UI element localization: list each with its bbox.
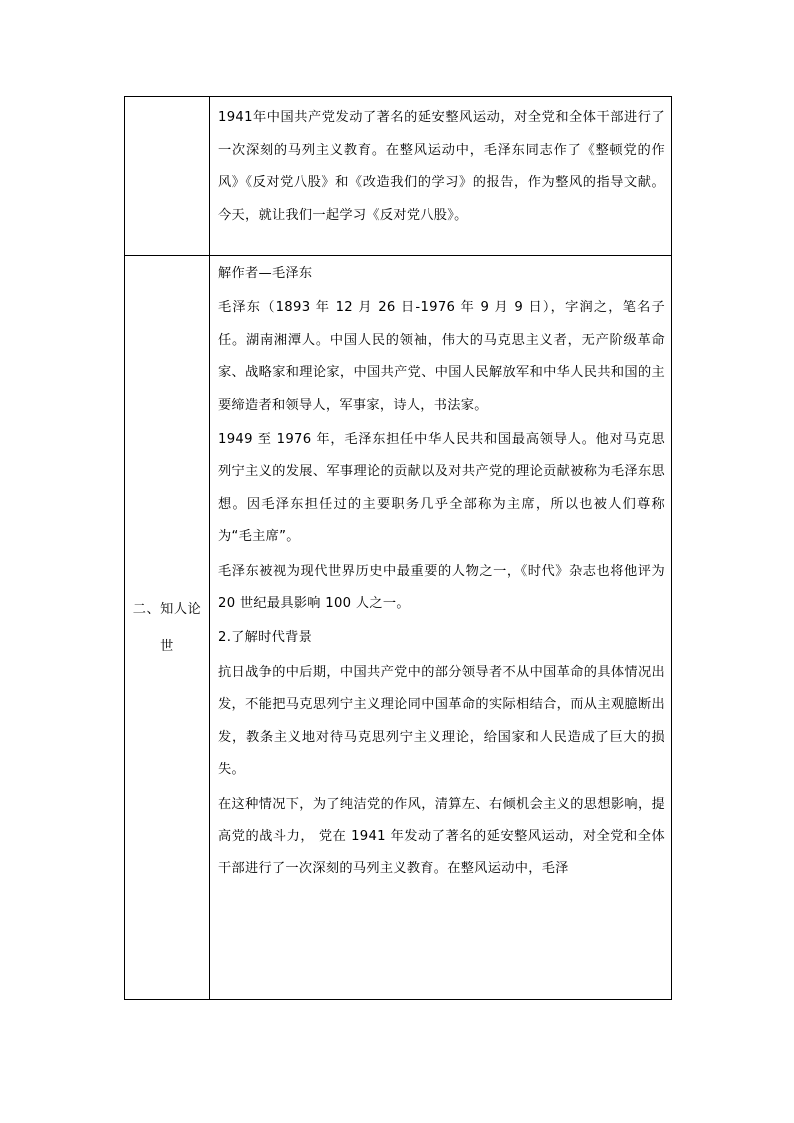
background-paragraph-2: 在这种情况下，为了纯洁党的作风，清算左、右倾机会主义的思想影响，提高党的战斗力， 党在 1941 年发动了著名的延安整风运动，对全党和全体干部进行了一次深刻的马列主义教育。在整风运动中，毛泽 <box>218 796 665 877</box>
background-heading: 2.了解时代背景 <box>218 630 313 646</box>
row2-label-cell <box>125 256 210 1000</box>
intro-paragraph: 1941年中国共产党发动了著名的延安整风运动，对全党和全体干部进行了一次深刻的马列主义教育。在整风运动中，毛泽东同志作了《整顿党的作风》《反对党八股》和《改造我们的学习》的报告，作为整风的指导文献。今天，就让我们一起学习《反对党八股》。 <box>218 110 665 223</box>
row1-label-cell <box>125 97 210 256</box>
row2-content-cell <box>210 256 672 1000</box>
row1-content-cell <box>210 97 672 256</box>
background-paragraph-1: 抗日战争的中后期，中国共产党中的部分领导者不从中国革命的具体情况出发，不能把马克思列宁主义理论同中国革命的实际相结合，而从主观臆断出发，教条主义地对待马克思列宁主义理论，给国家和人民造成了巨大的损失。 <box>218 664 665 778</box>
table-row <box>125 97 672 256</box>
section-label-line2: 世 <box>160 638 174 654</box>
author-influence-paragraph: 毛泽东被视为现代世界历史中最重要的人物之一，《时代》杂志也将他评为 20 世纪最具影响 100 人之一。 <box>218 563 665 612</box>
author-bio-paragraph: 毛泽东（1893 年 12 月 26 日-1976 年 9 月 9 日），字润之，笔名子任。湖南湘潭人。中国人民的领袖，伟大的马克思主义者，无产阶级革命家、战略家和理论家，中国共产党、中国人民解放军和中华人民共和国的主要缔造者和领导人，军事家，诗人，书法家。 <box>218 300 665 413</box>
table-row <box>125 256 672 1000</box>
author-leadership-paragraph: 1949 至 1976 年，毛泽东担任中华人民共和国最高领导人。他对马克思列宁主义的发展、军事理论的贡献以及对共产党的理论贡献被称为毛泽东思想。因毛泽东担任过的主要职务几乎全部称为主席，所以也被人们尊称为“毛主席”。 <box>218 432 665 545</box>
section-label-line1: 二、知人论 <box>132 601 202 617</box>
author-heading: 解作者—毛泽东 <box>218 266 313 281</box>
section-label <box>131 591 203 665</box>
lesson-table <box>124 96 672 1000</box>
